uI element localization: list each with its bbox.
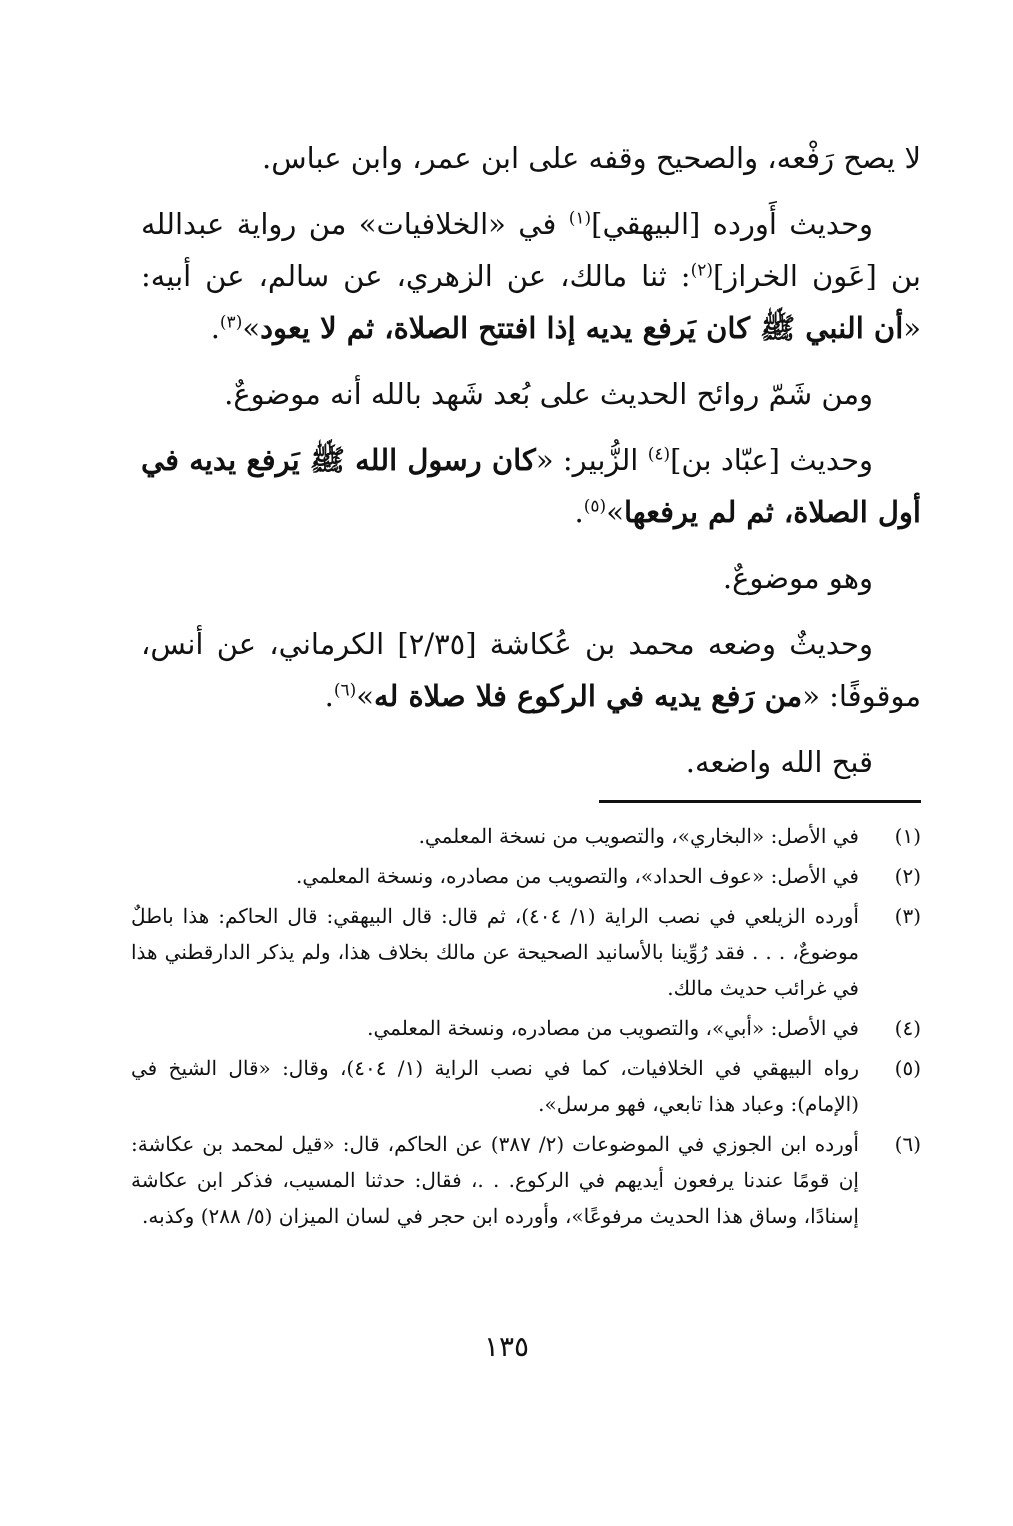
footnote-4 <box>131 1010 921 1046</box>
footnote-6 <box>131 1126 921 1234</box>
paragraph-3 <box>141 368 921 420</box>
footnote-5 <box>131 1050 921 1122</box>
footnote-text: أورده ابن الجوزي في الموضوعات (٢/ ٣٨٧) عن الحاكم، قال: «قيل لمحمد بن عكاشة: إن قومًا عندنا يرفعون أيديهم في الركوع. . .، فقال: حدثنا المسيب، فذكر ابن عكاشة إسنادًا، وساق هذا الحديث مرفوعًا»، وأورده ابن حجر في لسان الميزان (٥/ ٢٨٨) وكذبه. <box>131 1132 859 1228</box>
footnote-ref: (٢) <box>690 260 713 281</box>
text-run: » <box>606 495 624 529</box>
hadith-quote: من رَفع يديه في الركوع فلا صلاة له <box>374 679 803 713</box>
main-text <box>141 132 921 802</box>
paragraph-1 <box>141 132 921 184</box>
text-run: وهو موضوعٌ. <box>722 561 873 595</box>
text-run: . <box>324 679 334 713</box>
text-run: . <box>574 495 584 529</box>
footnote-2 <box>131 858 921 894</box>
text-run: في «الخلافيات» من رواية عبدالله بن [عَون الخراز] <box>141 207 921 293</box>
footnote-text: في الأصل: «أبي»، والتصويب من مصادره، ونسخة المعلمي. <box>367 1016 859 1040</box>
footnote-number: (٢) <box>894 864 921 888</box>
hadith-quote: أن النبي ﷺ كان يَرفع يديه إذا افتتح الصلاة، ثم لا يعود <box>260 311 904 345</box>
footnote-ref: (٥) <box>583 496 607 517</box>
footnote-number: (٥) <box>894 1056 921 1080</box>
footnote-number: (٦) <box>894 1132 921 1156</box>
text-run: » <box>242 311 261 345</box>
paragraph-2 <box>141 198 921 354</box>
text-run: وحديث [عبّاد بن] <box>670 443 874 477</box>
text-run: لا يصح رَفْعه، والصحيح وقفه على ابن عمر، وابن عباس. <box>262 141 921 175</box>
footnote-number: (٣) <box>894 904 921 928</box>
footnote-ref: (٦) <box>333 680 357 701</box>
footnote-text: رواه البيهقي في الخلافيات، كما في نصب الراية (١/ ٤٠٤)، وقال: «قال الشيخ في (الإمام): وعباد هذا تابعي، فهو مرسل». <box>131 1056 859 1116</box>
text-run: » <box>356 679 374 713</box>
hadith-quote: كان رسول الله ﷺ يَرفع يديه في أول الصلاة، ثم لم يرفعها <box>141 443 921 529</box>
footnote-text: أورده الزيلعي في نصب الراية (١/ ٤٠٤)، ثم قال: قال البيهقي: قال الحاكم: هذا باطلٌ موضوعٌ، . . . فقد رُوِّينا بالأسانيد الصحيحة عن مالك بخلاف هذا، ولم يذكر الدارقطني هذا في غرائب حديث مالك. <box>131 904 859 1000</box>
text-run: : ثنا مالك، عن الزهري، عن سالم، عن أبيه: « <box>141 259 921 345</box>
page-number: ١٣٥ <box>483 1330 530 1363</box>
footnote-number: (١) <box>894 824 921 848</box>
footnote-separator <box>599 800 921 803</box>
footnote-text: في الأصل: «البخاري»، والتصويب من نسخة المعلمي. <box>418 824 859 848</box>
text-run: . <box>210 311 220 345</box>
footnote-text: في الأصل: «عوف الحداد»، والتصويب من مصادره، ونسخة المعلمي. <box>296 864 859 888</box>
text-run: وحديث أَورده [البيهقي] <box>591 207 874 241</box>
text-run: الزُّبير: « <box>535 443 648 477</box>
footnote-3 <box>131 898 921 1006</box>
paragraph-6 <box>141 618 921 722</box>
text-run: وحديثٌ وضعه محمد بن عُكاشة [٢/٣٥] الكرماني، عن أنس، موقوفًا: « <box>141 627 921 713</box>
text-run: قبح الله واضعه. <box>685 745 873 779</box>
footnote-ref: (١) <box>568 208 592 229</box>
footnote-ref: (٣) <box>219 312 243 333</box>
footnote-ref: (٤) <box>647 444 671 465</box>
text-run: ومن شَمّ روائح الحديث على بُعد شَهد بالله أنه موضوعٌ. <box>224 377 873 411</box>
paragraph-7 <box>141 736 921 788</box>
footnotes <box>131 818 921 1238</box>
footnote-1 <box>131 818 921 854</box>
paragraph-5 <box>141 552 921 604</box>
paragraph-4 <box>141 434 921 538</box>
footnote-number: (٤) <box>894 1016 921 1040</box>
